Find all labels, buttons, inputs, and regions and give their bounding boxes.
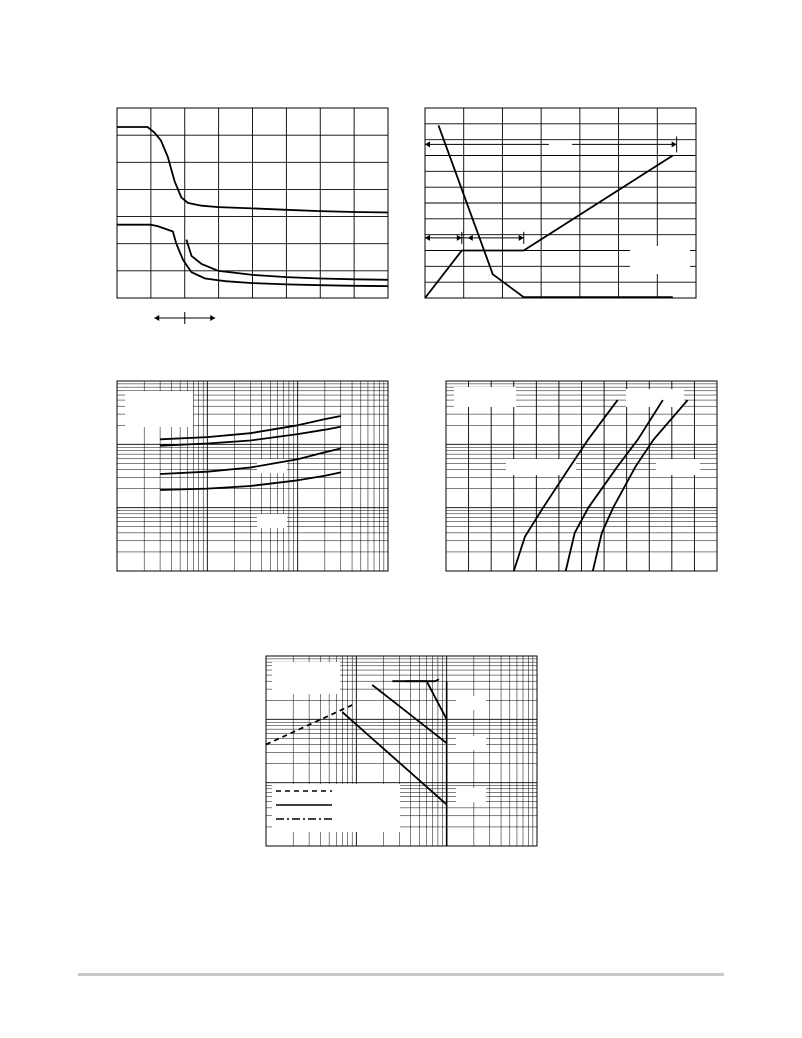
- series-line-3: [186, 240, 388, 280]
- label-box: [257, 514, 287, 528]
- arrow-head-left: [425, 235, 430, 241]
- series-line-3: [593, 400, 688, 571]
- legend-box: [272, 662, 340, 694]
- series-line-1: [425, 156, 673, 299]
- arrow-head-right: [210, 315, 215, 321]
- footer-rule: [78, 973, 724, 976]
- label-box: [656, 459, 700, 475]
- series-line-2: [566, 400, 663, 571]
- arrow-head-right: [672, 141, 677, 147]
- legend-box: [626, 389, 684, 407]
- label-box: [456, 696, 486, 710]
- series-line-1: [514, 400, 618, 571]
- chart-2: [425, 108, 696, 298]
- chart-4: [446, 381, 717, 571]
- label-box: [456, 788, 486, 802]
- arrow-head-left: [468, 235, 473, 241]
- chart-5: [266, 656, 537, 846]
- arrow-head-right: [457, 235, 462, 241]
- series-line-6: [435, 679, 439, 681]
- legend-box: [454, 387, 516, 407]
- label-box: [630, 246, 690, 274]
- chart-1: [117, 108, 388, 298]
- arrow-head-left: [425, 141, 430, 147]
- chart-3: [117, 381, 388, 571]
- legend-box: [272, 784, 400, 832]
- label-box: [456, 736, 486, 750]
- arrow-head-right: [519, 235, 524, 241]
- arrow-head-left: [154, 315, 159, 321]
- legend-box: [125, 391, 193, 427]
